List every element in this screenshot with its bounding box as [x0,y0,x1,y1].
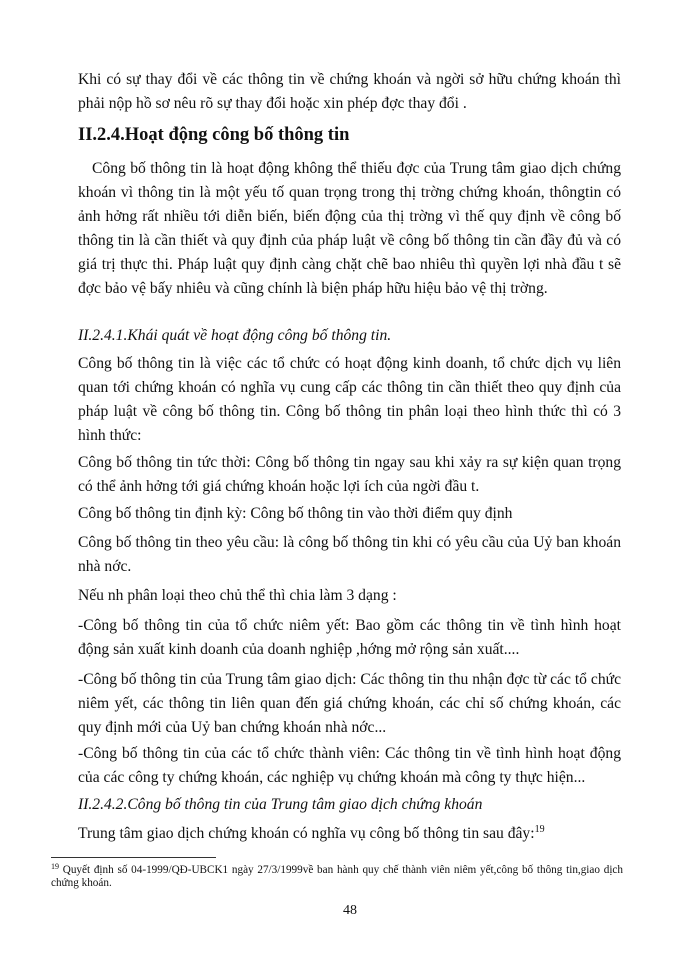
footnote-text: Quyết định số 04-1999/QĐ-UBCK1 ngày 27/3/1999về ban hành quy chế thành viên niêm yết,công bố thông tin,giao dịch chứng khoán. [51,864,623,889]
subsection-2-heading: II.2.4.2.Công bố thông tin của Trung tâm giao dịch chứng khoán [78,796,483,813]
subject-listed-paragraph: -Công bố thông tin của tổ chức niêm yết: Bao gồm các thông tin về tình hình hoạt động sản xuất kinh doanh của doanh nghiệp ,hớng mở rộng sản xuất.... [78,617,621,658]
form-periodic-paragraph: Công bố thông tin định kỳ: Công bố thông tin vào thời điểm quy định [78,505,513,522]
closing-paragraph [78,822,621,846]
section-heading: II.2.4.Hoạt động công bố thông tin [78,125,350,145]
section-paragraph: Công bố thông tin là hoạt động không thể thiếu đợc của Trung tâm giao dịch chứng khoán vì thông tin là một yếu tố quan trọng trong thị trờng chứng khoán, thôngtin có ảnh hởng rất nhiều tới diễn biến, biến động của thị trờng vì thế quy định về công bố thông tin là cần thiết và quy định của pháp luật về công bố thông tin cần đầy đủ và có giá trị thực thi. Pháp luật quy định càng chặt chẽ bao nhiêu thì quyền lợi nhà đầu t sẽ đợc bảo vệ bấy nhiêu và cũng chính là biện pháp hữu hiệu bảo vệ thị trờng. [78,160,621,297]
definition-paragraph: Công bố thông tin là việc các tổ chức có hoạt động kinh doanh, tổ chức dịch vụ liên quan tới chứng khoán có nghĩa vụ cung cấp các thông tin cần thiết theo quy định của pháp luật về công bố thông tin. Công bố thông tin phân loại theo hình thức thì có 3 hình thức: [78,355,621,444]
subject-center-paragraph: -Công bố thông tin của Trung tâm giao dịch: Các thông tin thu nhận đợc từ các tổ chức niêm yết, các thông tin liên quan đến giá chứng khoán, các chỉ số chứng khoán, các quy định mới của Uỷ ban chứng khoán nhà nớc... [78,671,621,736]
subsection-1-heading: II.2.4.1.Khái quát về hoạt động công bố thông tin. [78,327,392,344]
subject-members-paragraph: -Công bố thông tin của các tổ chức thành viên: Các thông tin về tình hình hoạt động của các công ty chứng khoán, các nghiệp vụ chứng khoán mà công ty thực hiện... [78,745,621,786]
footnote-separator [51,857,216,858]
page-number: 48 [343,903,357,918]
intro-paragraph: Khi có sự thay đổi về các thông tin về chứng khoán và ngời sở hữu chứng khoán thì phải nộp hồ sơ nêu rõ sự thay đổi hoặc xin phép đợc thay đổi . [78,71,621,112]
footnote-reference[interactable]: 19 [534,824,545,835]
form-on-request-paragraph: Công bố thông tin theo yêu cầu: là công bố thông tin khi có yêu cầu của Uỷ ban khoán nhà nớc. [78,534,621,575]
subject-intro-paragraph: Nếu nh phân loại theo chủ thể thì chia làm 3 dạng : [78,587,397,604]
footnote-marker: 19 [51,862,59,871]
footnote [51,864,623,890]
closing-paragraph-text: Trung tâm giao dịch chứng khoán có nghĩa vụ công bố thông tin sau đây: [78,825,535,842]
form-immediate-paragraph: Công bố thông tin tức thời: Công bố thông tin ngay sau khi xảy ra sự kiện quan trọng có thể ảnh hởng tới giá chứng khoán hoặc lợi ích của ngời đầu t. [78,454,621,495]
